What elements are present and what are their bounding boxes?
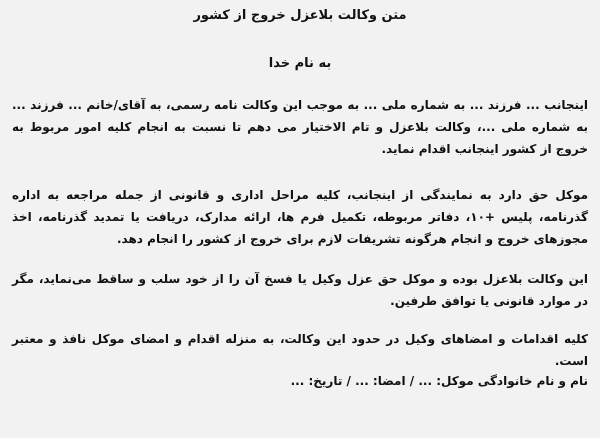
paragraph-irrevocability: این وکالت بلاعزل بوده و موکل حق عزل وکیل یا فسخ آن را از خود سلب و ساقط می‌نماید، مگر در موارد قانونی یا توافق طرفین. xyxy=(12,272,588,308)
basmala-heading: به نام خدا xyxy=(268,56,332,71)
document-title: متن وکالت بلاعزل خروج از کشور xyxy=(193,8,407,23)
paragraph-grant-of-power: اینجانب ... فرزند ... به شماره ملی ... به موجب این وکالت نامه رسمی، به آقای/خانم ... فرزند ... به شماره ملی ...، وکالت بلاعزل و تام الاختیار می دهم تا نسبت به انجام کلیه امور مربوط به خروج از کشور اینجانب اقدام نماید. xyxy=(12,98,588,156)
paragraph-validity-of-acts: کلیه اقدامات و امضاهای وکیل در حدود این وکالت، به منزله اقدام و امضای موکل نافذ و معتبر است. xyxy=(12,332,588,368)
paragraph-signature-line: نام و نام خانوادگی موکل: ... / امضا: ... / تاریخ: ... xyxy=(290,374,588,388)
paragraph-scope-of-authority: موکل حق دارد به نمایندگی از اینجانب، کلیه مراحل اداری و قانونی از جمله مراجعه به اداره گذرنامه، پلیس +۱۰، دفاتر مربوطه، تکمیل فرم ها، ارائه مدارک، دریافت یا تمدید گذرنامه، اخذ مجوزهای خروج و انجام هرگونه تشریفات لازم برای خروج از کشور را انجام دهد. xyxy=(12,188,588,246)
